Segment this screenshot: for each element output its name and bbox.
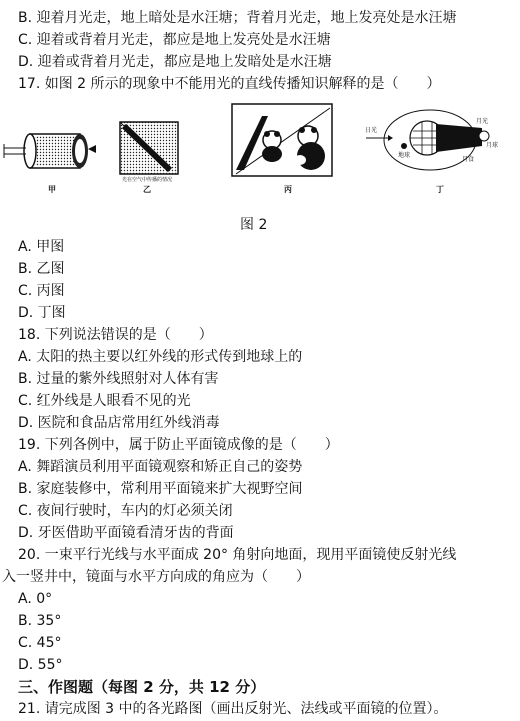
figure-label-ding: 丁 xyxy=(436,184,444,194)
ding-earth-label: 地球 xyxy=(398,152,411,159)
q20-option-d: D. 55° xyxy=(18,657,63,673)
ding-moonlight-label: 月光 xyxy=(476,118,489,125)
q17-option-b: B. 乙图 xyxy=(18,261,65,277)
figure-2 xyxy=(0,100,520,212)
question-20: 20. 一束平行光线与水平面成 20° 角射向地面，现用平面镜使反射光线 xyxy=(18,547,457,563)
option-b-q16: B. 迎着月光走，地上暗处是水汪塘；背着月光走，地上发亮处是水汪塘 xyxy=(18,10,457,26)
jia-pinhole-camera xyxy=(4,134,96,168)
question-20-cont: 入一竖井中，镜面与水平方向成的角应为（ ） xyxy=(2,569,310,585)
figure-label-bing: 丙 xyxy=(284,184,292,194)
bing-shadow-puppet xyxy=(232,104,332,176)
question-21: 21. 请完成图 3 中的各光路图（画出反射光、法线或平面镜的位置）。 xyxy=(18,701,448,717)
figure-label-yi: 乙 xyxy=(143,184,151,194)
q17-option-d: D. 丁图 xyxy=(18,305,66,321)
q20-option-c: C. 45° xyxy=(18,635,62,651)
q18-option-b: B. 过量的紫外线照射对人体有害 xyxy=(18,371,219,387)
ding-sunlight-label: 日光 xyxy=(365,127,378,134)
yi-caption: 光在空气中传播的情况 xyxy=(122,177,173,183)
figure-label-jia: 甲 xyxy=(48,184,56,194)
q18-option-a: A. 太阳的热主要以红外线的形式传到地球上的 xyxy=(18,349,303,365)
q18-option-c: C. 红外线是人眼看不见的光 xyxy=(18,393,191,409)
ding-moon-label: 月球 xyxy=(486,142,499,149)
question-18: 18. 下列说法错误的是（ ） xyxy=(18,327,213,343)
q20-option-a: A. 0° xyxy=(18,591,53,607)
q19-option-d: D. 牙医借助平面镜看清牙齿的背面 xyxy=(18,525,234,541)
q19-option-c: C. 夜间行驶时，车内的灯必须关闭 xyxy=(18,503,233,519)
q19-option-a: A. 舞蹈演员利用平面镜观察和矫正自己的姿势 xyxy=(18,459,303,475)
section-heading: 三、作图题（每图 2 分，共 12 分） xyxy=(18,678,266,696)
figure-caption: 图 2 xyxy=(240,217,268,233)
ding-eclipse-label: 月食 xyxy=(462,156,475,163)
q17-option-a: A. 甲图 xyxy=(18,239,65,255)
q19-option-b: B. 家庭装修中，常利用平面镜来扩大视野空间 xyxy=(18,481,303,497)
figure-2-drawing xyxy=(0,100,520,212)
yi-light-in-air xyxy=(120,122,178,174)
option-c-q16: C. 迎着或背着月光走，都应是地上发亮处是水汪塘 xyxy=(18,32,331,48)
option-d-q16: D. 迎着或背着月光走，都应是地上发暗处是水汪塘 xyxy=(18,54,332,70)
question-19: 19. 下列各例中，属于防止平面镜成像的是（ ） xyxy=(18,437,339,453)
question-17: 17. 如图 2 所示的现象中不能用光的直线传播知识解释的是（ ） xyxy=(18,76,441,92)
q20-option-b: B. 35° xyxy=(18,613,62,629)
q17-option-c: C. 丙图 xyxy=(18,283,65,299)
q18-option-d: D. 医院和食品店常用红外线消毒 xyxy=(18,415,220,431)
